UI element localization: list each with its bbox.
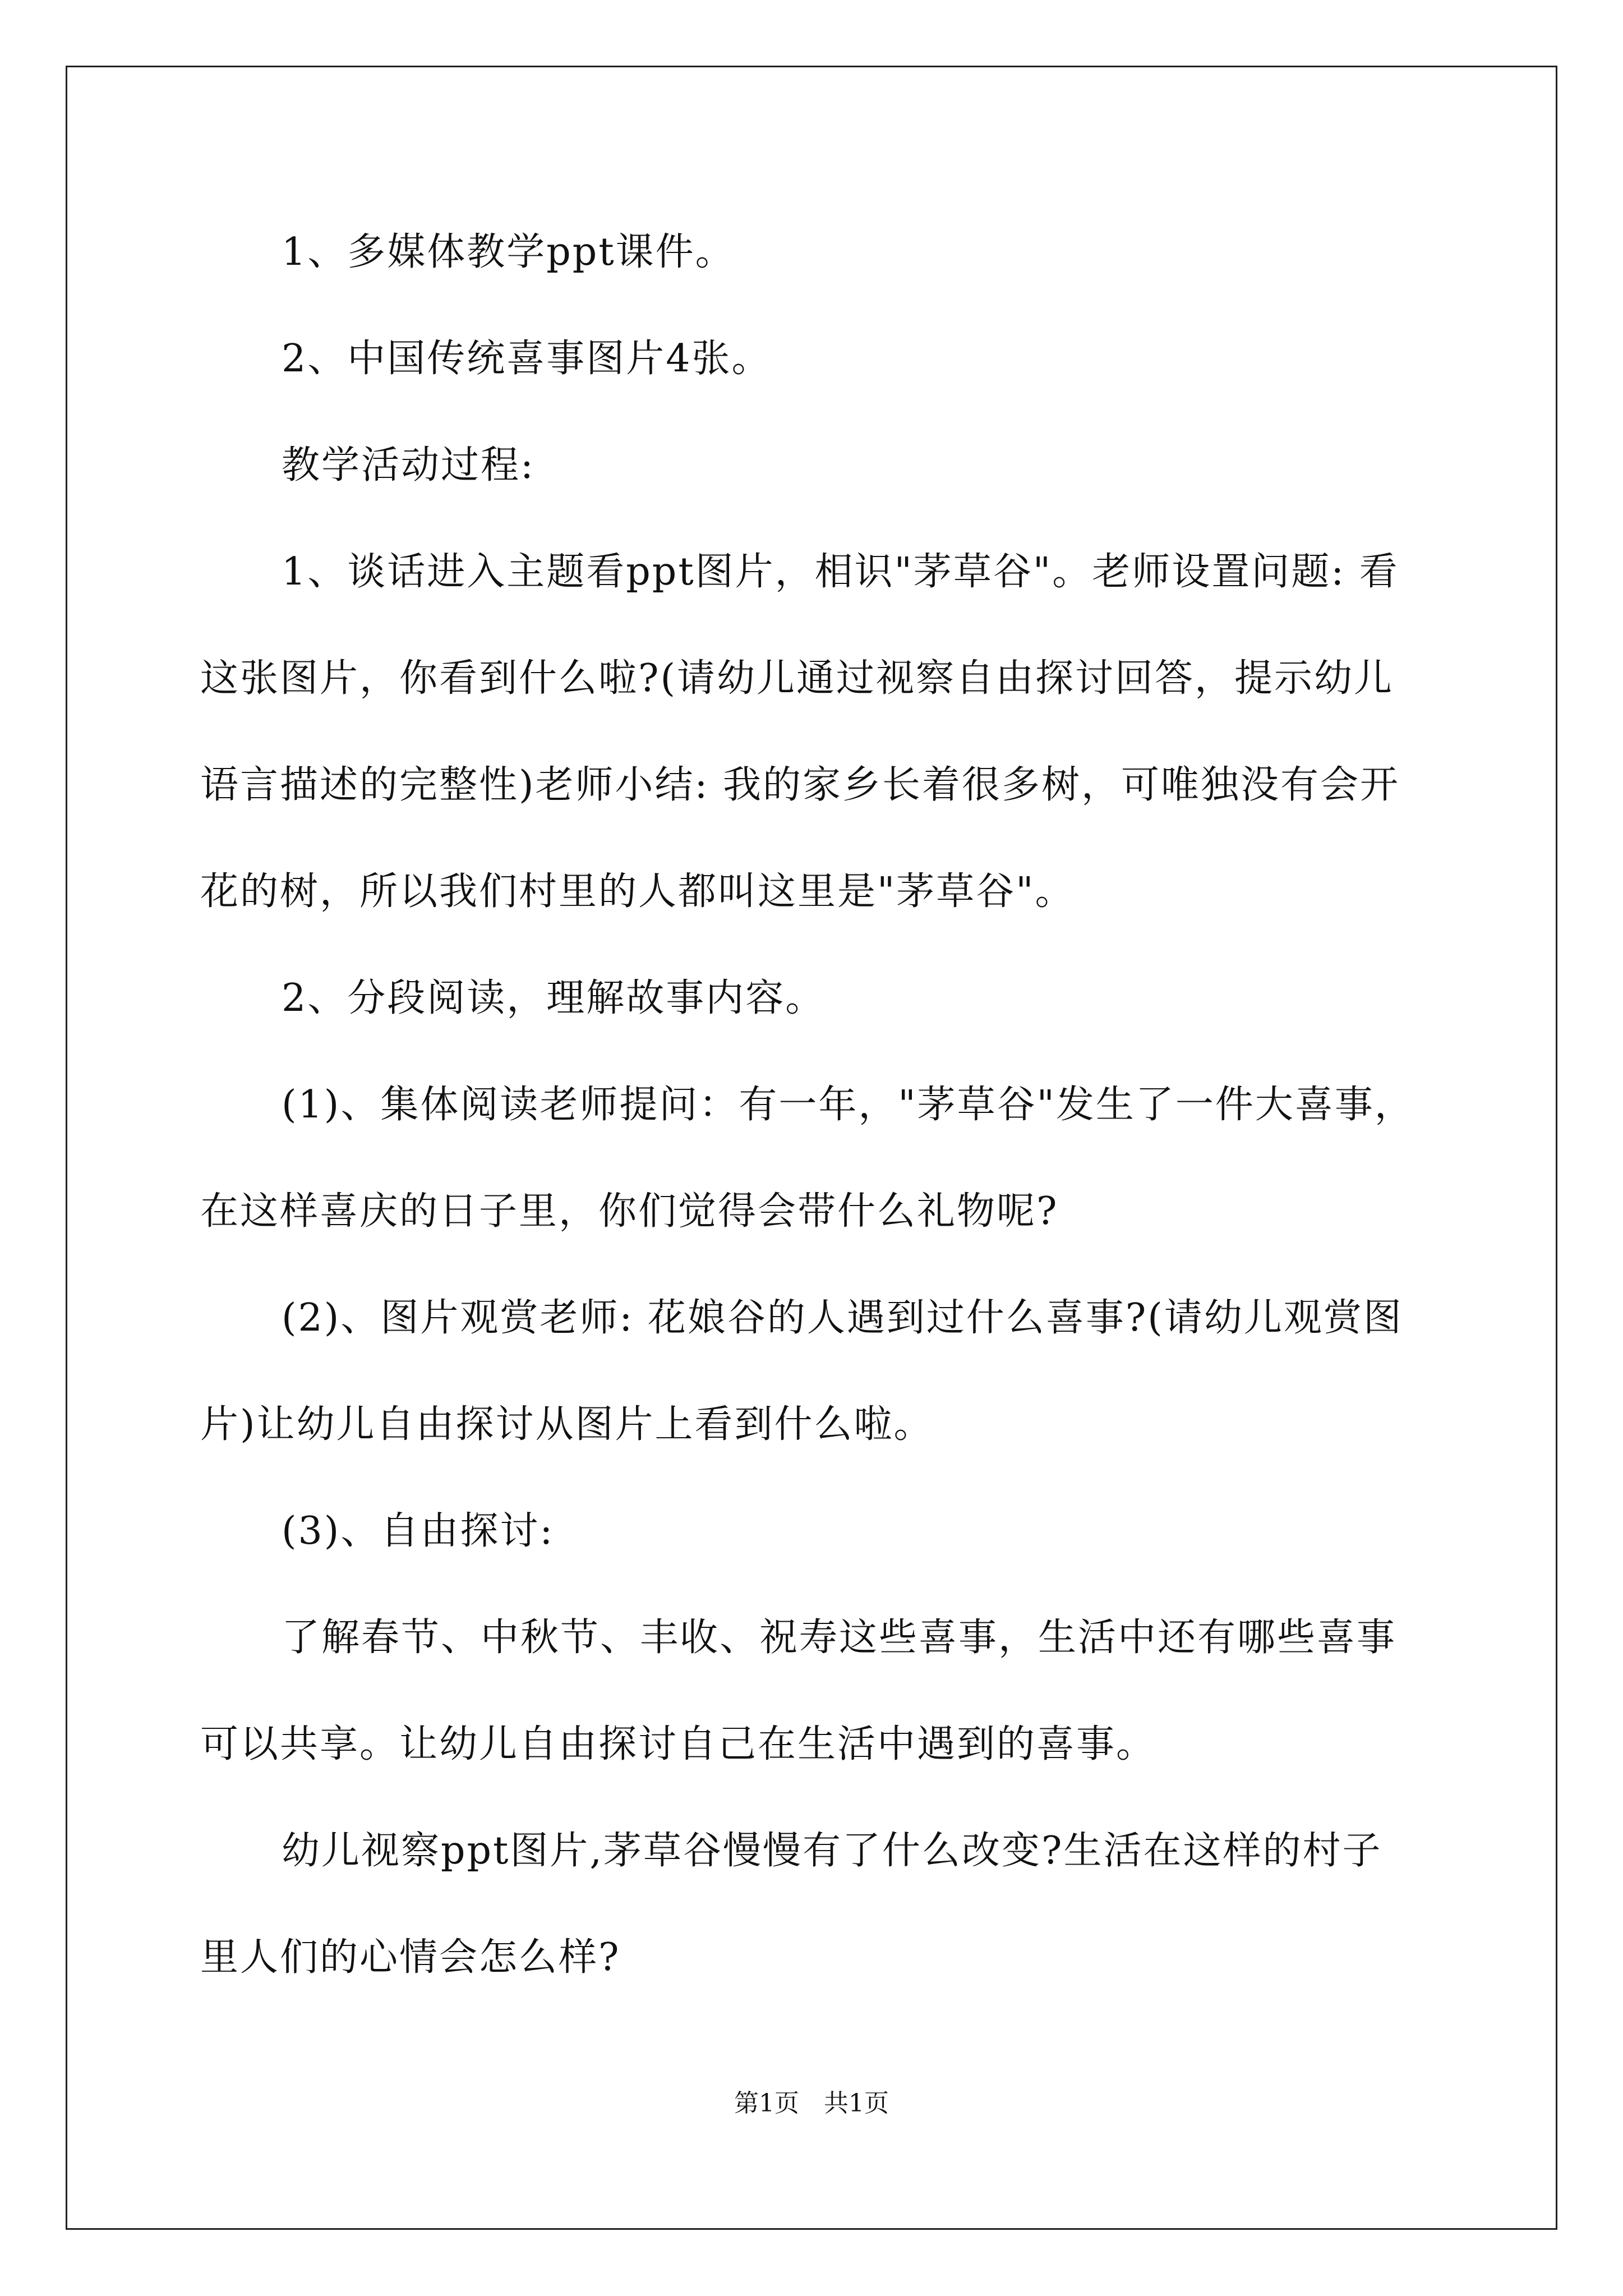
paragraph-line: 1、谈话进入主题看ppt图片，相识"茅草谷"。老师设置问题: 看 (282, 550, 1399, 594)
paragraph-line: (1)、集体阅读老师提问：有一年，"茅草谷"发生了一件大喜事， (282, 1083, 1414, 1127)
page-number: 第1页 共1页 (734, 2089, 889, 2118)
paragraph-line: 花的树，所以我们村里的人都叫这里是"茅草谷"。 (200, 869, 1075, 914)
paragraph-line: 幼儿视察ppt图片,茅草谷慢慢有了什么改变?生活在这样的村子 (282, 1829, 1382, 1873)
paragraph-line: 在这样喜庆的日子里，你们觉得会带什么礼物呢? (200, 1189, 1059, 1234)
paragraph-line: 可以共享。让幼儿自由探讨自己在生活中遇到的喜事。 (200, 1722, 1156, 1766)
paragraph-line: 语言描述的完整性)老师小结: 我的家乡长着很多树，可唯独没有会开 (200, 763, 1400, 807)
list-item-materials-2: 2、中国传统喜事图片4张。 (282, 337, 772, 381)
paragraph-line: 2、分段阅读，理解故事内容。 (282, 976, 826, 1020)
paragraph-line: 这张图片，你看到什么啦?(请幼儿通过视察自由探讨回答，提示幼儿 (200, 656, 1394, 701)
paragraph-line: 片)让幼儿自由探讨从图片上看到什么啦。 (200, 1402, 934, 1447)
paragraph-line: (2)、图片观赏老师: 花娘谷的人遇到过什么喜事?(请幼儿观赏图 (282, 1296, 1403, 1340)
paragraph-line: 了解春节、中秋节、丰收、祝寿这些喜事，生活中还有哪些喜事 (282, 1616, 1397, 1660)
paragraph-line: (3)、自由探讨: (282, 1509, 555, 1553)
paragraph-line: 里人们的心情会怎么样? (200, 1935, 621, 1980)
list-item-materials-1: 1、多媒体教学ppt课件。 (282, 230, 735, 274)
section-heading: 教学活动过程: (282, 443, 535, 487)
